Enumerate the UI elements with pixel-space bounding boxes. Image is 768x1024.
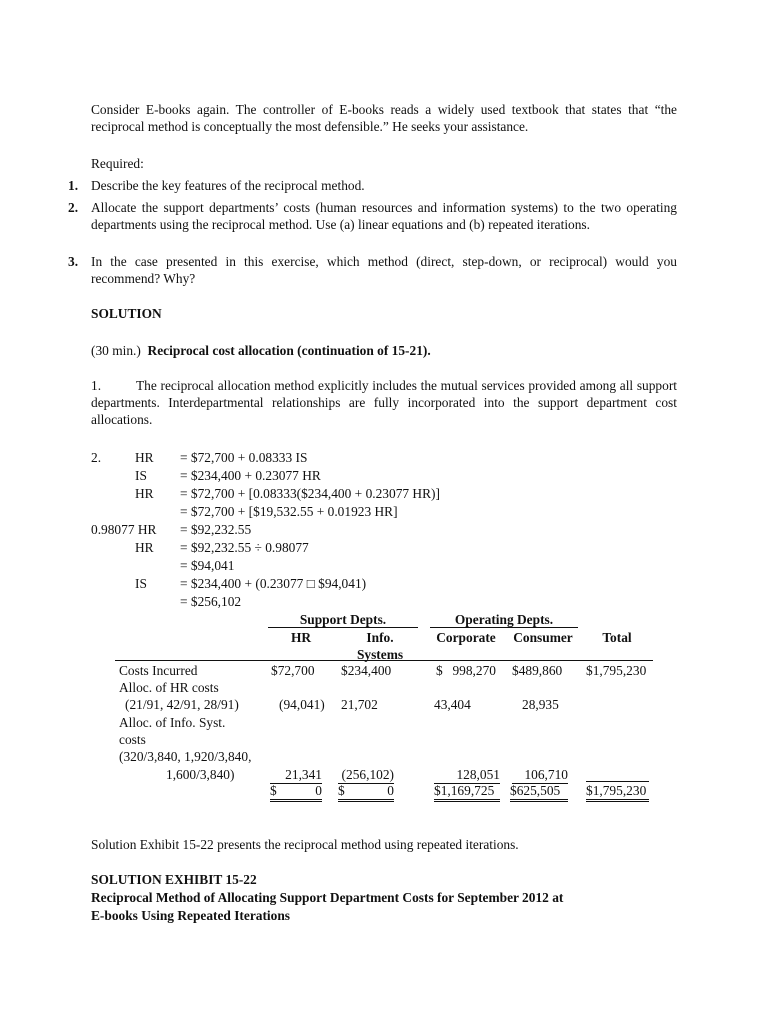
problem-header — [91, 342, 431, 359]
exhibit-intro: Solution Exhibit 15-22 presents the reciprocal method using repeated iterations. — [91, 837, 519, 852]
equation-rhs: = $234,400 + (0.23077 □ $94,041) — [180, 576, 367, 591]
equation-lhs: HR — [135, 540, 154, 555]
group-header-support: Support Depts. — [299, 612, 387, 627]
equation-rhs: = $94,041 — [180, 558, 235, 573]
header-rule — [115, 660, 653, 661]
solution-heading: SOLUTION — [91, 306, 162, 321]
cell-hr: $72,700 — [271, 663, 315, 678]
group-rule — [268, 627, 418, 628]
group-header-operating: Operating Depts. — [454, 612, 554, 627]
cell-consumer-final: $625,505 — [510, 782, 568, 802]
equation-lhs: HR — [135, 450, 154, 465]
cell-info: 21,702 — [341, 697, 378, 712]
cell-hr-final — [270, 782, 322, 802]
cell-corporate: 998,270 — [452, 663, 496, 678]
intro-paragraph: Consider E-books again. The controller of E-books reads a widely used textbook that states that “the reciprocal method is conceptually the most defensible.” He seeks your assistance. — [91, 102, 677, 134]
row-label-hr-alloc: Alloc. of HR costs — [119, 680, 219, 695]
question-text: In the case presented in this exercise, which method (direct, step-down, or reciprocal) would you recommend? Why? — [91, 254, 677, 286]
equation-rhs: = $92,232.55 — [180, 522, 252, 537]
cell-consumer: $489,860 — [512, 663, 563, 678]
row-label-hr-ratios: (21/91, 42/91, 28/91) — [125, 697, 239, 712]
question-number: 1. — [68, 178, 79, 193]
cell-total: $1,795,230 — [586, 663, 647, 678]
column-header-total: Total — [602, 630, 632, 645]
column-header-consumer: Consumer — [513, 630, 573, 645]
cell-corporate-sign: $ — [436, 663, 443, 678]
cell-hr-final-sign: $ — [270, 783, 277, 798]
answer-1-text: The reciprocal allocation method explicitly includes the mutual services provided among all support departments. Interdepartmental relationships are fully incorporated into the support department cost allocations. — [91, 378, 677, 427]
question-text: Allocate the support departments’ costs (human resources and information systems) to the two operating departments using the reciprocal method. Use (a) linear equations and (b) repeated iterations. — [91, 200, 677, 232]
equation-lhs: IS — [135, 576, 147, 591]
cell-hr: 21,341 — [270, 766, 322, 784]
equation-lhs: HR — [135, 486, 154, 501]
equation-rhs: = $234,400 + 0.23077 HR — [180, 468, 321, 483]
cell-corporate-final: $1,169,725 — [434, 782, 500, 802]
cell-hr: (94,041) — [279, 697, 325, 712]
cell-info: (256,102) — [338, 766, 394, 784]
column-header-info-systems: Systems — [356, 647, 404, 662]
row-label-is-ratios-cont: 1,600/3,840) — [166, 767, 235, 782]
row-label-costs: Costs Incurred — [119, 663, 198, 678]
cell-consumer: 28,935 — [522, 697, 559, 712]
answer-1-number: 1. — [91, 378, 102, 393]
row-label-is-alloc: Alloc. of Info. Syst. — [119, 715, 226, 730]
problem-title: Reciprocal cost allocation (continuation of 15-21). — [147, 343, 431, 358]
cell-total-final: $1,795,230 — [586, 782, 649, 802]
answer-2-number: 2. — [91, 450, 102, 465]
question-number: 2. — [68, 200, 79, 215]
equation-rhs: = $92,232.55 ÷ 0.98077 — [180, 540, 309, 555]
question-text: Describe the key features of the reciprocal method. — [91, 178, 365, 193]
equation-lhs: IS — [135, 468, 147, 483]
cell-info-final-value: 0 — [387, 783, 394, 798]
column-header-info: Info. — [366, 630, 394, 645]
group-rule — [430, 627, 578, 628]
cell-consumer: 106,710 — [512, 766, 568, 784]
equation-rhs: = $72,700 + 0.08333 IS — [180, 450, 308, 465]
cell-info-final — [338, 782, 394, 802]
cell-info-final-sign: $ — [338, 783, 345, 798]
required-label: Required: — [91, 156, 144, 171]
cell-hr-final-value: 0 — [315, 783, 322, 798]
problem-time: (30 min.) — [91, 343, 141, 358]
equation-lhs: 0.98077 HR — [91, 522, 157, 537]
row-label-is-costs: costs — [119, 732, 146, 747]
cell-corporate: 128,051 — [434, 766, 500, 784]
exhibit-title-line-1: Reciprocal Method of Allocating Support Department Costs for September 2012 at — [91, 890, 564, 905]
exhibit-title-line-2: E-books Using Repeated Iterations — [91, 908, 291, 923]
equation-rhs: = $256,102 — [180, 594, 242, 609]
cell-info: $234,400 — [341, 663, 392, 678]
column-header-corporate: Corporate — [436, 630, 496, 645]
row-label-is-ratios: (320/3,840, 1,920/3,840, — [119, 749, 252, 764]
cell-corporate: 43,404 — [434, 697, 471, 712]
equation-rhs: = $72,700 + [0.08333($234,400 + 0.23077 HR)] — [180, 486, 440, 501]
column-header-hr: HR — [290, 630, 312, 645]
equation-rhs: = $72,700 + [$19,532.55 + 0.01923 HR] — [180, 504, 398, 519]
exhibit-heading: SOLUTION EXHIBIT 15-22 — [91, 872, 257, 887]
question-number: 3. — [68, 254, 79, 269]
